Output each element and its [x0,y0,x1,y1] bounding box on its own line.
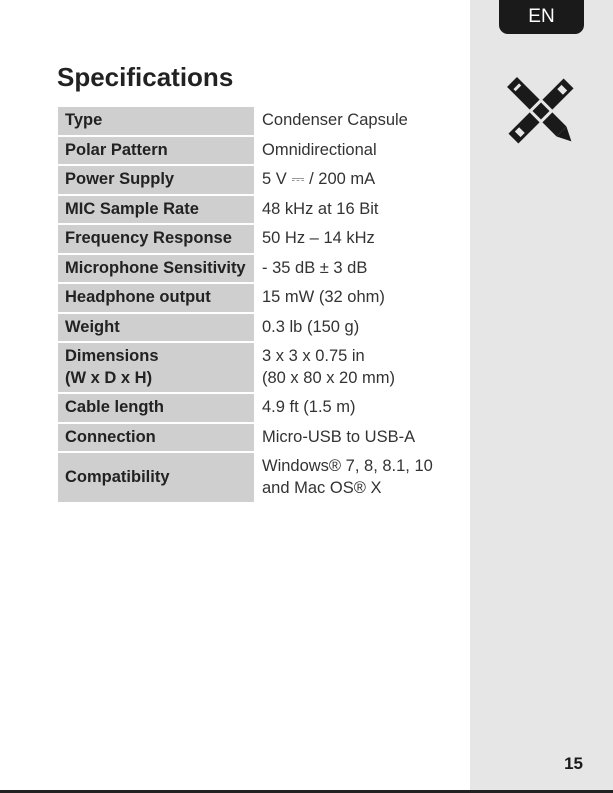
spec-value [254,342,454,393]
spec-value: 4.9 ft (1.5 m) [254,393,454,423]
spec-label: Type [58,107,254,136]
spec-value-line: and Mac OS® X [262,478,382,497]
spec-value [254,452,454,503]
table-row [58,165,454,195]
spec-label: MIC Sample Rate [58,195,254,225]
table-row [58,313,454,343]
page-title: Specifications [57,62,234,92]
spec-value: 48 kHz at 16 Bit [254,195,454,225]
spec-label: Connection [58,423,254,453]
spec-label: Frequency Response [58,224,254,254]
spec-value: Omnidirectional [254,136,454,166]
spec-label: Cable length [58,393,254,423]
specifications-table [58,107,454,504]
spec-label: Compatibility [58,452,254,503]
language-badge: EN [499,0,584,34]
spec-label [58,342,254,393]
spec-label: Power Supply [58,165,254,195]
spec-value: Condenser Capsule [254,107,454,136]
spec-label: Headphone output [58,283,254,313]
spec-value-line: (80 x 80 x 20 mm) [262,368,395,387]
table-row [58,452,454,503]
spec-label: Microphone Sensitivity [58,254,254,284]
table-row [58,283,454,313]
sidebar [470,0,613,793]
spec-value: - 35 dB ± 3 dB [254,254,454,284]
pencil-wrench-tools-icon [496,66,586,156]
table-row [58,107,454,136]
table-row [58,393,454,423]
spec-value-line: 3 x 3 x 0.75 in [262,347,365,365]
spec-value: 50 Hz – 14 kHz [254,224,454,254]
spec-value-line: Windows® 7, 8, 8.1, 10 [262,457,433,475]
table-row [58,195,454,225]
table-row [58,423,454,453]
spec-value: Micro-USB to USB-A [254,423,454,453]
table-row [58,224,454,254]
spec-value: 0.3 lb (150 g) [254,313,454,343]
table-row [58,254,454,284]
spec-label-line: (W x D x H) [65,368,153,387]
table-row [58,342,454,393]
table-row [58,136,454,166]
spec-label: Polar Pattern [58,136,254,166]
spec-value: 5 V ⎓ / 200 mA [254,165,454,195]
spec-label: Weight [58,313,254,343]
spec-label-line: Dimensions [65,347,159,365]
page-number: 15 [564,754,583,773]
spec-value: 15 mW (32 ohm) [254,283,454,313]
